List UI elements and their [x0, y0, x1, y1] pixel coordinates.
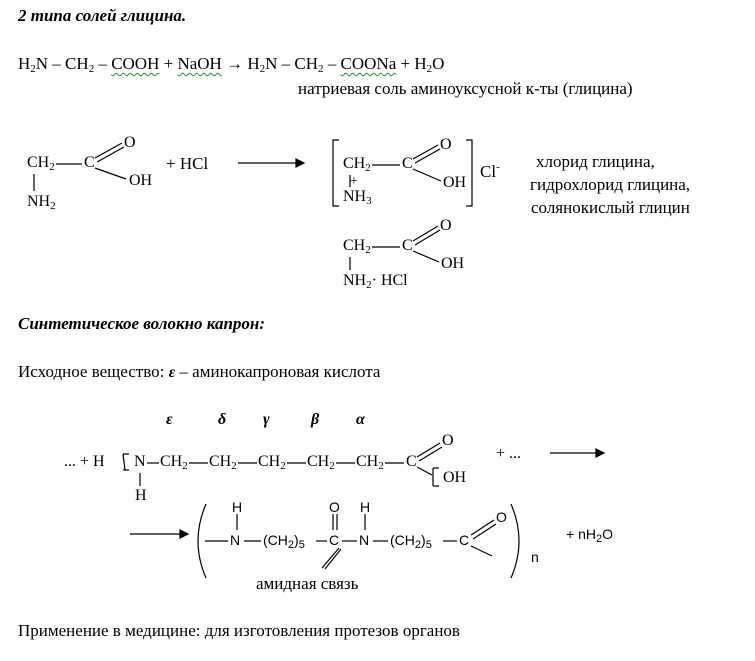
r1-plus2: + H — [396, 54, 427, 73]
gly-bond-coh — [95, 168, 126, 179]
source-label: Исходное вещество: — [18, 362, 165, 381]
mono-ch2-4: $CH_2$ — [307, 453, 335, 472]
r1-coona: COONa — [340, 54, 397, 73]
mono-ch2-3: $CH_2$ — [258, 453, 286, 472]
br-ch2: $CH_2$ — [343, 155, 371, 174]
r1-p-mid: N – CH — [265, 54, 319, 73]
poly-h1: H — [232, 499, 243, 515]
name-hydrochloric: солянокислый глицин — [531, 198, 690, 217]
r1-p-sub: 2 — [259, 63, 266, 75]
name-hydrochloride: гидрохлорид глицина, — [530, 175, 691, 194]
poly-c1: C — [329, 532, 340, 548]
heading-capron: Синтетическое волокно капрон: — [18, 314, 266, 333]
plus-hcl: + HCl — [166, 154, 209, 173]
r1-ch2-sub: 2 — [88, 63, 95, 75]
arrow-monomer-head — [596, 449, 604, 457]
r1-h: H — [18, 54, 31, 73]
mono-lead: ... + H — [64, 453, 105, 470]
poly-o1: O — [329, 499, 340, 515]
poly-o2: O — [496, 509, 507, 525]
arrow-hcl-head — [296, 159, 304, 167]
mono-h-below: H — [135, 487, 147, 504]
ad-o: O — [440, 217, 452, 234]
greek-delta: δ — [218, 411, 227, 428]
ad-ch2: $CH_2$ — [343, 237, 371, 256]
source-epsilon: ε — [168, 364, 176, 381]
r1-cooh: COOH — [111, 54, 160, 73]
poly-n1: N — [230, 532, 241, 548]
bracket-left — [333, 140, 339, 206]
poly-h2: H — [360, 499, 371, 515]
br-o: O — [440, 136, 452, 153]
r1-p-ch2-sub: 2 — [318, 63, 324, 75]
greek-epsilon: ε — [166, 411, 173, 428]
application-line: Применение в медицине: для изготовления протезов органов — [18, 621, 460, 640]
poly-bond-c2-tail — [471, 546, 492, 556]
poly-water: + $nH_2O$ — [566, 526, 613, 545]
greek-beta: β — [311, 411, 320, 428]
greek-alpha: α — [356, 411, 365, 428]
gly-ch2: $CH_2$ — [27, 154, 55, 173]
mono-o: O — [442, 432, 454, 449]
br-plus: + — [350, 174, 358, 189]
gly-o: O — [124, 134, 136, 151]
mono-ch2-5: $CH_2$ — [356, 453, 384, 472]
r1-water-sub: 2 — [426, 63, 433, 75]
gly-nh2: $NH_2$ — [27, 193, 56, 212]
br-oh: OH — [443, 174, 467, 191]
heading-glycine-salts: 2 типа солей глицина. — [18, 6, 187, 25]
r1-h-sub: 2 — [30, 63, 36, 75]
poly-c2: C — [459, 532, 470, 548]
amide-pointer-a — [322, 548, 339, 568]
mono-oh: OH — [443, 469, 467, 486]
arrow-polymer-head — [180, 530, 188, 538]
reaction-caption: натриевая соль аминоуксусной к-ты (глицина) — [298, 79, 633, 98]
r1-water-o: O — [432, 54, 445, 73]
r1-arrow: → H — [221, 54, 260, 73]
mono-c: C — [406, 453, 417, 470]
mono-tail: + ... — [496, 445, 522, 462]
r1-p-dash: – — [323, 54, 341, 73]
gly-oh: OH — [129, 172, 153, 189]
mono-n: N — [134, 453, 146, 470]
amide-caption: амидная связь — [256, 574, 359, 593]
mono-bracket-left-a — [123, 454, 125, 470]
ad-nh2: $NH_2\cdot$ HCl — [343, 272, 408, 291]
ad-bond-coh — [413, 251, 439, 262]
mono-ch2-1: $CH_2$ — [160, 453, 188, 472]
br-bond-coh — [413, 169, 441, 181]
gly-c: C — [84, 154, 95, 171]
poly-paren-right — [511, 504, 519, 578]
ad-oh: OH — [441, 255, 465, 272]
br-cl: Cl- — [480, 161, 500, 181]
ad-c: C — [402, 237, 413, 254]
r1-n-ch: N – CH — [35, 54, 89, 73]
poly-n2: N — [359, 532, 370, 548]
bracket-right — [466, 140, 472, 206]
name-chloride: хлорид глицина, — [536, 152, 655, 171]
br-nh3: $NH_3$ — [343, 188, 372, 207]
greek-gamma: γ — [263, 411, 270, 428]
mono-ch2-2: $CH_2$ — [209, 453, 237, 472]
r1-dash: – — [94, 54, 112, 73]
poly-paren-left — [198, 504, 206, 578]
br-c: C — [402, 155, 413, 172]
poly-group1: $(CH_2)_5$ — [263, 532, 305, 551]
source-value: – аминокапроновая кислота — [179, 362, 381, 381]
r1-naoh: NaOH — [177, 54, 222, 73]
poly-group2: $(CH_2)_5$ — [390, 532, 432, 551]
r1-plus: + — [159, 54, 178, 73]
amide-pointer-b — [325, 549, 341, 569]
mono-bond-coh — [417, 467, 432, 475]
poly-n-index: n — [531, 549, 539, 565]
